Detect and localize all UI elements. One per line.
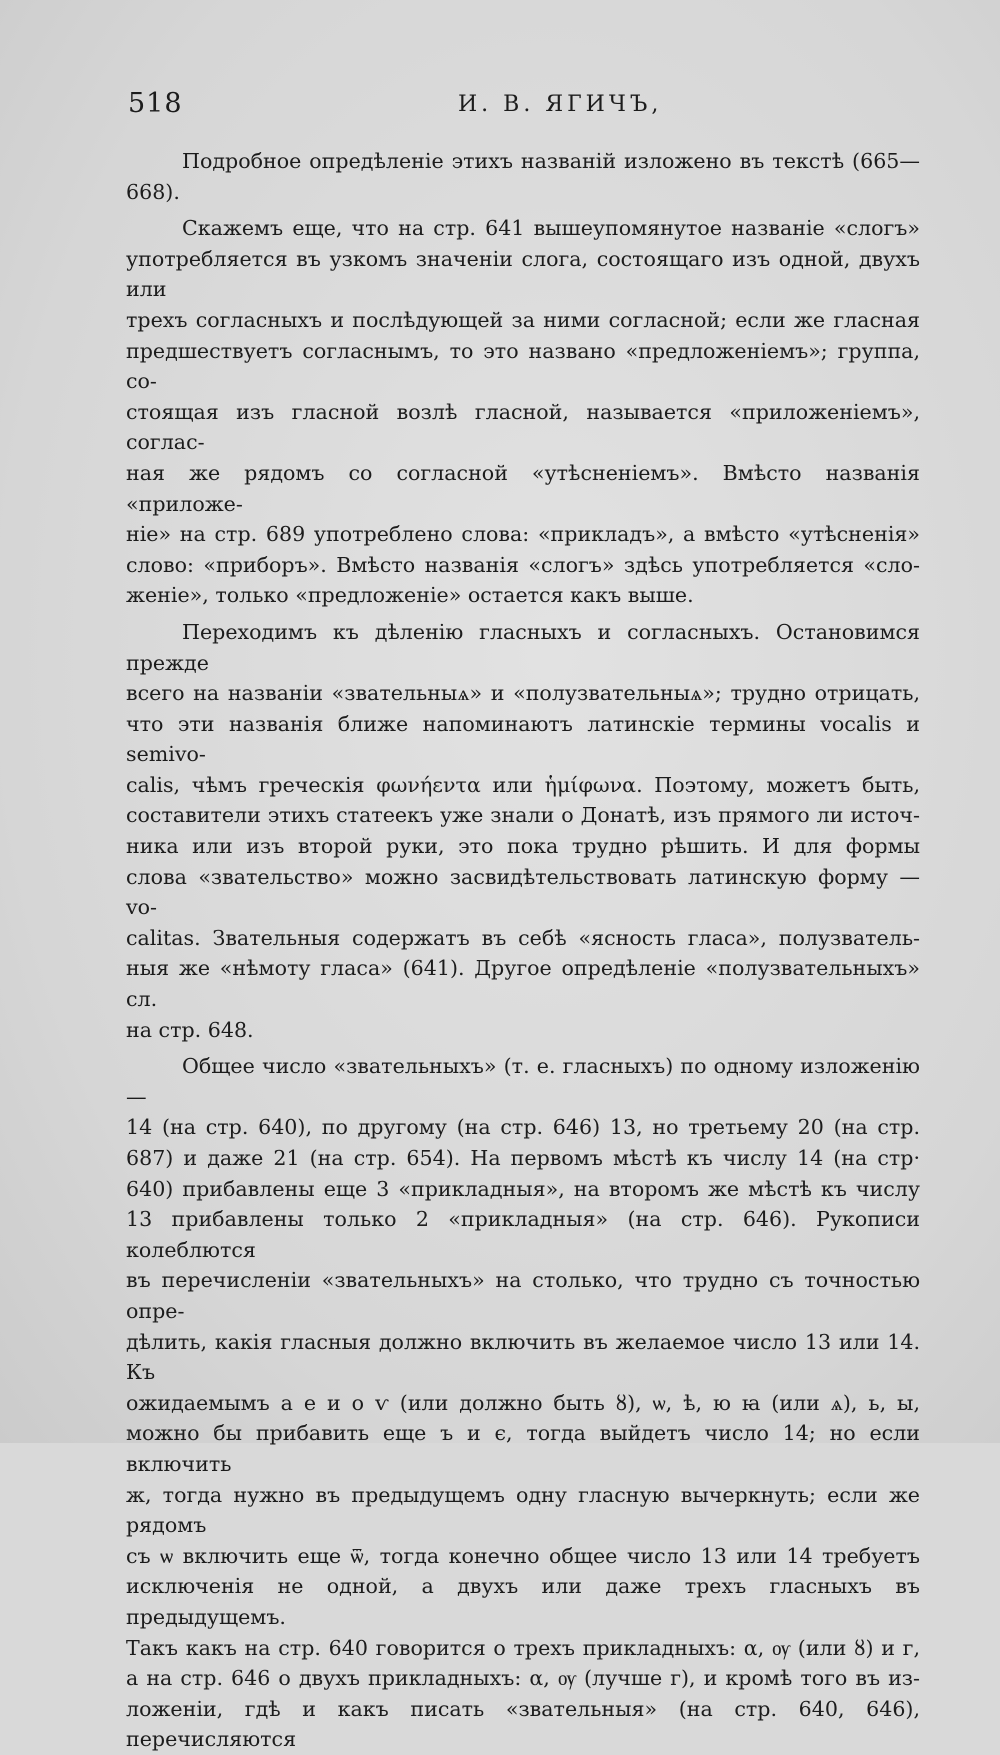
text-line: трехъ согласныхъ и послѣдующей за ними согласной; если же гласная bbox=[126, 307, 920, 332]
text-line: 14 (на стр. 640), по другому (на стр. 646) 13, но третьему 20 (на стр. bbox=[126, 1115, 920, 1140]
text-line: дѣлить, какія гласныя должно включить въ желаемое число 13 или 14. Къ bbox=[126, 1329, 920, 1385]
text-line: ніе» на стр. 689 употреблено слова: «прикладъ», а вмѣсто «утѣсненія» bbox=[126, 522, 920, 547]
text-line: слова «звательство» можно засвидѣтельствовать латинскую форму — vo- bbox=[126, 864, 920, 920]
text-line: исключенія не одной, а двухъ или даже трехъ гласныхъ въ предыдущемъ. bbox=[126, 1574, 920, 1629]
text-line: въ перечисленіи «звательныхъ» на столько, что трудно съ точностью опре- bbox=[126, 1268, 920, 1323]
text-line: ж, тогда нужно въ предыдущемъ одну гласную вычеркнуть; если же рядомъ bbox=[126, 1482, 920, 1538]
text-line: а на стр. 646 о двухъ прикладныхъ: α, ѹ (лучше г), и кромѣ того въ из- bbox=[126, 1666, 920, 1691]
text-line: 13 прибавлены только 2 «прикладныя» (на стр. 646). Рукописи колеблются bbox=[126, 1207, 920, 1262]
text-line: calitas. Звательныя содержатъ въ себѣ «ясность гласа», полузватель- bbox=[126, 925, 920, 950]
text-line: предшествуетъ согласнымъ, то это названо «предложеніемъ»; группа, со- bbox=[126, 338, 920, 394]
text-line: Скажемъ еще, что на стр. 641 вышеупомянутое названіе «слогъ» bbox=[182, 216, 920, 241]
text-line: Переходимъ къ дѣленію гласныхъ и согласныхъ. Остановимся прежде bbox=[126, 619, 920, 675]
text-line: употребляется въ узкомъ значеніи слога, состоящаго изъ одной, двухъ или bbox=[126, 246, 920, 302]
text-line: ложеніи, гдѣ и какъ писать «звательныя» (на стр. 640, 646), перечисляются bbox=[126, 1696, 920, 1752]
text-line: ника или изъ второй руки, это пока трудно рѣшить. И для формы bbox=[126, 834, 920, 859]
text-line: Такъ какъ на стр. 640 говорится о трехъ прикладныхъ: α, ѹ (или ȣ) и г, bbox=[126, 1635, 920, 1660]
body-text bbox=[126, 146, 920, 1755]
page-number: 518 bbox=[128, 88, 183, 119]
text-line: всего на названіи «звательныѧ» и «полузвательныѧ»; трудно отрицать, bbox=[126, 681, 920, 706]
text-line: на стр. 648. bbox=[126, 1017, 254, 1042]
text-line: стоящая изъ гласной возлѣ гласной, называется «приложеніемъ», соглас- bbox=[126, 399, 920, 455]
text-line: составители этихъ статеекъ уже знали о Донатѣ, изъ прямого ли источ- bbox=[126, 803, 920, 828]
text-line: можно бы прибавить еще ъ и є, тогда выйдетъ число 14; но если включить bbox=[126, 1421, 920, 1476]
page-header bbox=[126, 88, 922, 128]
text-line: 687) и даже 21 (на стр. 654). На первомъ мѣстѣ къ числу 14 (на стр· bbox=[126, 1146, 920, 1170]
text-line: Общее число «звательныхъ» (т. е. гласныхъ) по одному изложенію — bbox=[126, 1054, 920, 1109]
text-line: 668). bbox=[126, 179, 180, 204]
text-line: ная же рядомъ со согласной «утѣсненіемъ». Вмѣсто названія «приложе- bbox=[126, 460, 920, 516]
text-line: 640) прибавлены еще 3 «прикладныя», на второмъ же мѣстѣ къ числу bbox=[126, 1176, 920, 1201]
text-line: что эти названія ближе напоминаютъ латинскіе термины vocalis и semivo- bbox=[126, 711, 920, 767]
text-line: calis, чѣмъ греческія φωνήεντα или ἡμίφωνα. Поэтому, можетъ быть, bbox=[126, 772, 920, 797]
text-line: женіе», только «предложеніе» остается какъ выше. bbox=[126, 583, 694, 608]
text-line: ныя же «нѣмоту гласа» (641). Другое опредѣленіе «полузвательныхъ» сл. bbox=[126, 956, 920, 1012]
text-line: ожидаемымъ а е и о ѵ (или должно быть ȣ), ѡ, ѣ, ю ꙗ (или ѧ), ь, ы, bbox=[126, 1390, 920, 1415]
text-line: Подробное опредѣленіе этихъ названій изложено въ текстѣ (665— bbox=[182, 149, 920, 173]
text-line: съ ѡ включить еще ѿ, тогда конечно общее число 13 или 14 требуетъ bbox=[126, 1543, 920, 1568]
text-line: слово: «приборъ». Вмѣсто названія «слогъ» здѣсь употребляется «сло- bbox=[126, 552, 920, 577]
running-head: И. В. ЯГИЧЪ, bbox=[458, 92, 663, 117]
